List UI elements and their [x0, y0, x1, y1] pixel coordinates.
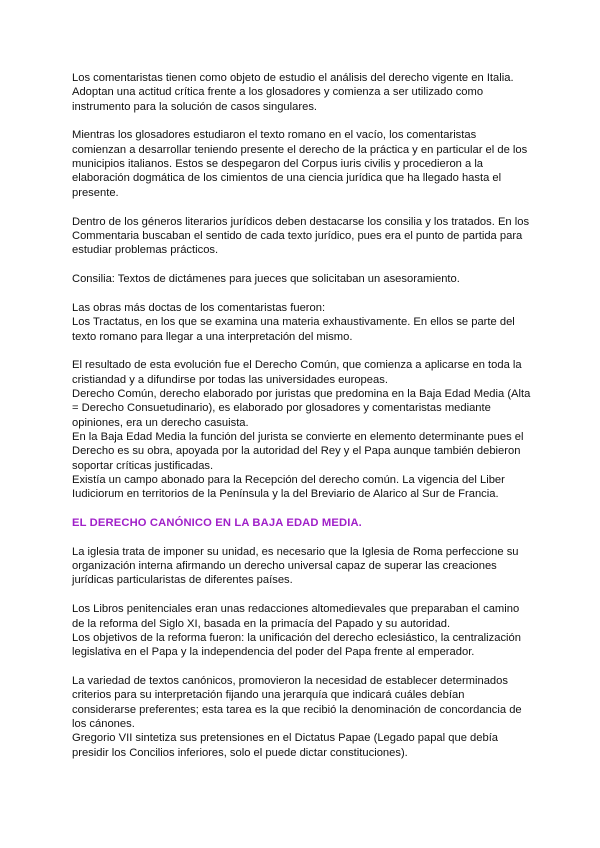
text-line: = Derecho Consuetudinario), es elaborado por glosadores y comentaristas mediante: [72, 402, 491, 415]
text-line: Commentaria buscaban el sentido de cada texto jurídico, pues era el punto de partida para: [72, 229, 523, 242]
text-line: Iudiciorum en territorios de la Península y la del Breviario de Alarico al Sur de Francia.: [72, 488, 499, 501]
paragraph: [72, 602, 532, 659]
text-line: instrumento para la solución de casos singulares.: [72, 100, 318, 113]
paragraph: [72, 301, 532, 344]
text-line: Mientras los glosadores estudiaron el texto romano en el vacío, los comentaristas: [72, 129, 477, 142]
text-line: Los objetivos de la reforma fueron: la unificación del derecho eclesiástico, la centralización: [72, 631, 521, 644]
paragraph-spacer: [72, 257, 532, 272]
text-line: Derecho es su obra, apoyada por la autoridad del Rey y el Papa aunque también debieron: [72, 445, 521, 458]
text-line: Adoptan una actitud crítica frente a los glosadores y comienza a ser utilizado como: [72, 86, 484, 99]
paragraph-spacer: [72, 501, 532, 516]
text-line: Los Tractatus, en los que se examina una materia exhaustivamente. En ellos se parte del: [72, 316, 515, 329]
paragraph: [72, 215, 532, 258]
text-line: municipios italianos. Estos se despegaron del Corpus iuris civilis y procedieron a la: [72, 158, 484, 171]
text-line: elaboración dogmática de los cimientos de una ciencia jurídica que ha llegado hasta el: [72, 172, 502, 185]
paragraph: [72, 545, 532, 588]
text-line: Dentro de los géneros literarios jurídicos deben destacarse los consilia y los tratados. En los: [72, 215, 530, 228]
text-line: La variedad de textos canónicos, promovieron la necesidad de establecer determinados: [72, 675, 508, 688]
text-line: legislativa en el Papa y la independencia del poder del Papa frente al emperador.: [72, 646, 475, 659]
paragraph-spacer: [72, 286, 532, 301]
text-line: de la reforma del Siglo XI, basada en la primacía del Papado y su autoridad.: [72, 617, 451, 630]
paragraph-spacer: [72, 660, 532, 675]
text-line: criterios para su interpretación fijando una jerarquía que indicará cuáles debían: [72, 689, 465, 702]
paragraph-spacer: [72, 200, 532, 215]
text-line: organización interna afirmando un derecho universal capaz de superar las creaciones: [72, 560, 497, 573]
text-line: texto romano para llegar a una interpretación del mismo.: [72, 330, 353, 343]
text-line: Los Libros penitenciales eran unas redacciones altomedievales que preparaban el camino: [72, 603, 520, 616]
text-line: considerarse preferentes; esta tarea es la que recibió la denominación de concordancia de: [72, 703, 522, 716]
text-line: Las obras más doctas de los comentaristas fueron:: [72, 301, 326, 314]
text-line: cristiandad y a difundirse por todas las universidades europeas.: [72, 373, 388, 386]
paragraph: [72, 128, 532, 199]
section-heading: [72, 516, 532, 530]
text-line: estudiar problemas prácticos.: [72, 244, 219, 257]
paragraph: [72, 674, 532, 760]
paragraph-spacer: [72, 530, 532, 545]
text-line: Existía un campo abonado para la Recepción del derecho común. La vigencia del Liber: [72, 473, 505, 486]
paragraph-spacer: [72, 114, 532, 129]
text-line: Derecho Común, derecho elaborado por juristas que predomina en la Baja Edad Media (Alta: [72, 388, 531, 401]
text-line: los cánones.: [72, 718, 135, 731]
text-line: Gregorio VII sintetiza sus pretensiones en el Dictatus Papae (Legado papal que debía: [72, 732, 499, 745]
paragraph-spacer: [72, 344, 532, 359]
text-line: En la Baja Edad Media la función del jurista se convierte en elemento determinante pues el: [72, 430, 524, 443]
text-line: La iglesia trata de imponer su unidad, es necesario que la Iglesia de Roma perfeccione su: [72, 545, 519, 558]
text-line: presidir los Concilios inferiores, solo el puede dictar constituciones).: [72, 746, 408, 759]
text-line: jurídicas particularistas de diferentes países.: [72, 574, 293, 587]
paragraph: [72, 71, 532, 114]
text-line: El resultado de esta evolución fue el Derecho Común, que comienza a aplicarse en toda la: [72, 359, 522, 372]
paragraph-spacer: [72, 588, 532, 603]
document-body: [72, 71, 532, 760]
text-line: opiniones, era un derecho casuista.: [72, 416, 249, 429]
heading-text: EL DERECHO CANÓNICO EN LA BAJA EDAD MEDIA.: [72, 516, 362, 529]
paragraph: [72, 358, 532, 501]
text-line: Consilia: Textos de dictámenes para jueces que solicitaban un asesoramiento.: [72, 273, 460, 286]
text-line: presente.: [72, 186, 119, 199]
text-line: soportar críticas justificadas.: [72, 459, 214, 472]
text-line: comienzan a desarrollar teniendo presente el derecho de la práctica y en particular el de los: [72, 143, 528, 156]
paragraph: [72, 272, 532, 286]
text-line: Los comentaristas tienen como objeto de estudio el análisis del derecho vigente en Italia.: [72, 72, 514, 84]
